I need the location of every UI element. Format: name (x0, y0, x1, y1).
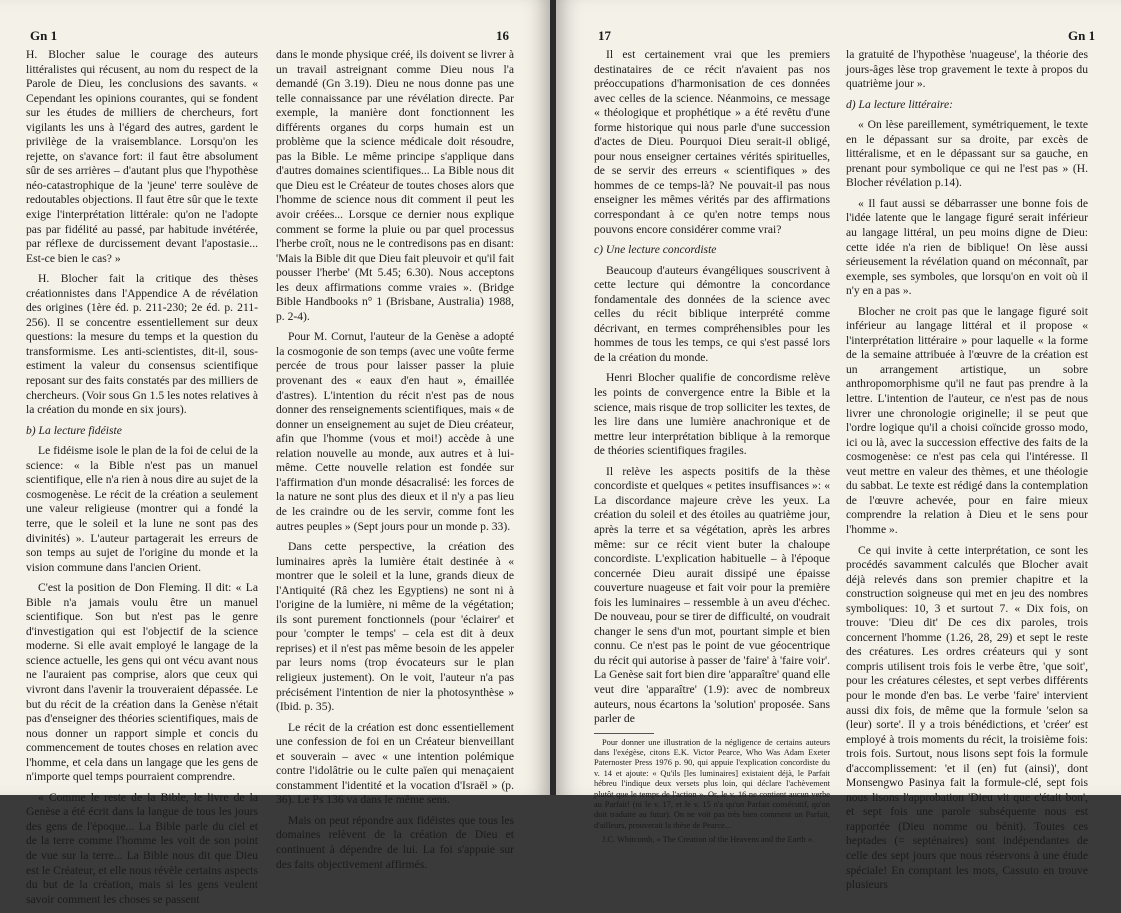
paragraph: Pour M. Cornut, l'auteur de la Genèse a adopté la cosmogonie de son temps (avec une voûte ferme percée de trous pour laisser passer la pluie provenant des « eaux d'en haut », émaillée d'astres). L'intention du récit n'est pas de nous donner des renseignements scientifiques, mais « de donner un enseignement au sujet de Dieu créateur, afin que l'homme (vous et moi!) accède à une relation nouvelle au monde, aux autres et à lui-même. Cette nouvelle relation est fondée sur l'affirmation d'un monde désacralisé: les forces de la nature ne sont plus des dieux et il n'y a pas lieu de les craindre ou de les servir, comme font les autres peuples » (Sept jours pour un monde p. 33). (276, 330, 514, 533)
paragraph: Ce qui invite à cette interprétation, ce sont les procédés savamment calculés que Blocher avait déjà relevés dans son premier chapitre et la construction soigneuse qui met en jeu des nombres symboliques: 10, 3 et surtout 7. « Dix fois, on trouve: 'Dieu dit' De ces dix paroles, trois concernent l'homme (1.26, 28, 29) et sept le reste des créatures. Les ordres créateurs qui y sont compris utilisent trois fois le verbe être, 'que soit', pour les créatures célestes, et sept verbes différents pour le monde d'en bas. Le verbe 'faire' intervient aussi dix fois, de même que la formule 'selon sa (leur) sorte'. Il y a trois bénédictions, et 'créer' est employé à trois moments du récit, la troisième fois: trois fois. Surtout, nous lisons sept fois la formule d'accomplissement: 'et il (en) fut (ainsi)', dont Monsengwo Pasinya fait la formule-clé, sept fois nous lisons l'approbation 'Dieu vit que c'était bon', et sept fois une parole subséquente nous est rapportée (Dieu nomme ou bénit). Toutes ces heptades (= septénaires) sont indépendantes de celle des sept jours que nous réservons à une étude spéciale! En comptant les mots, Cassuto en trouve plusieurs (846, 543, 1088, 892)
section-heading: d) La lecture littéraire: (846, 97, 954, 111)
footnote: J.C. Whitcomb, « The Creation of the Heavens and the Earth ». (602, 835, 815, 845)
paragraph: Dans cette perspective, la création des luminaires après la lumière était destinée à « montrer que le soleil et la lune, grands dieux de l'Antiquité (Râ chez les Egyptiens) ne sont ni à l'origine de la lumière, ni même de la végétation; ils sont purement fonctionnels (pour 'éclairer' et pour 'compter le temps' – cela est dit à deux reprises) et il n'est pas même besoin de les appeler par leurs noms (trop évocateurs sur le plan religieux justement). On le voit, l'auteur n'a pas précisément l'intention de nier la photosynthèse » (Ibid. p. 35). (276, 540, 514, 714)
paragraph: C'est la position de Don Fleming. Il dit: « La Bible n'a jamais voulu être un manuel scientifique. Son but n'est pas le genre d'investigation qui est l'objectif de la science moderne. Si elle avait employé le langage de la science actuelle, les gens qui ont vécu avant nous ne l'auraient pas comprise, alors que ceux qui vivront dans l'avenir la trouveraient dépassée. Le but du récit de la création dans la Genèse n'était pas d'enseigner des théories scientifiques, mais de nous donner un rapport simple et concis du commencement de toutes choses en relation avec l'homme, et cela dans un langage que les gens de n'importe quel temps pourraient comprendre. (26, 581, 258, 784)
paragraph: Blocher ne croit pas que le langage figuré soit inférieur au langage littéral et il propose « l'interprétation littéraire » pour laquelle « la forme de la semaine attribuée à l'œuvre de la création est un arrangement artistique, un sobre anthropomorphisme qu'il ne faut pas prendre à la lettre. L'intention de l'auteur, ce n'est pas de nous livrer une chronologie originelle; il se peut que l'ordre logique qu'il a choisi coïncide grosso modo, ici ou là, avec la succession effective des faits de la cosmogenèse: ce n'est pas cela qui l'intéresse. Il veut mettre en valeur des thèmes, et une théologie du sabbat. Le texte est rédigé dans la contemplation de l'œuvre achevée, pour en faire mieux comprendre la relation à Dieu et le sens pour l'homme ». (846, 304, 1088, 536)
section-heading: c) Une lecture concordiste (594, 243, 717, 257)
left-page-column-1 (26, 48, 258, 913)
paragraph: Il est certainement vrai que les premiers destinataires de ce récit n'avaient pas nos préoccupations d'harmonisation de ces données avec celles de la science. Néanmoins, ce message « théologique et prophétique » a été revêtu d'une forme historique qui nous parle d'une succession d'actes de Dieu. Pourquoi Dieu serait-il obligé, pour nous enseigner certaines vérités spirituelles, de se servir des erreurs « scientifiques » des hommes de ce temps-là? Ne pouvait-il pas nous enseigner les mêmes vérités par des affirmations correspondant à ce qu'en notre temps nous pouvons encore considérer comme vrai? (594, 48, 830, 236)
footnote-rule (594, 733, 654, 734)
left-page (0, 0, 550, 906)
left-page-number: 16 (496, 28, 509, 43)
right-page-number: 17 (598, 28, 611, 43)
paragraph: Il relève les aspects positifs de la thèse concordiste et quelques « petites insuffisances »: « La discordance majeure crève les yeux. La création du soleil et des étoiles au quatrième jour, après la terre et sa végétation, après les arbres même: sur ce récit vient buter la chaloupe concordiste. L'explication habituelle – à l'époque concernée Dieu aurait dissipé une épaisse couverture nuageuse et fait voir pour la première fois les luminaires – ressemble à un aveu d'échec. De nouveau, pour se tirer de difficulté, on voudrait changer le sens d'un mot, pourtant simple et bien connu. Ce n'est pas le point de vue géocentrique du récit qui autorise à passer de 'faire' à 'faire voir'. La Genèse sait fort bien dire 'apparaître' quand elle veut dire 'apparaître' (1.9): avec de nombreux auteurs, nous écartons la 'solution' proposée. Sans parler de (594, 464, 830, 726)
paragraph: « Comme le reste de la Bible, le livre de la Genèse a été écrit dans la langue de tous les jours des gens de l'époque... La Bible parle du ciel et de la terre comme l'homme les voit de son point de vue sur la terre... La Bible nous dit que Dieu est le Créateur, et elle nous révèle certains aspects du but de la création, mais si les gens veulent savoir comment les choses se passent (26, 790, 258, 906)
paragraph: dans le monde physique créé, ils doivent se livrer à un travail astreignant comme Dieu nous l'a demandé (Gn 3.19). Dieu ne nous donne pas une telle connaissance par une révélation directe. Par exemple, la manière dont fonctionnent les différents organes du corps humain est un problème que la science médicale doit résoudre, pas la Bible. Le même principe s'applique dans d'autres domaines scientifiques... La Bible nous dit que Dieu est le Créateur de toutes choses alors que l'homme de science nous dit comment il peut les avoir créées... Lorsque ce dernier nous explique comment se forme la pluie ou par quel processus l'herbe croît, nous ne le contredisons pas en disant: 'Mais la Bible dit que Dieu fait pleuvoir et qu'il fait pousser l'herbe' (Mt 5.45; 6.30). Nous acceptons les deux affirmations comme vraies ». (Bridge Bible Handbooks n° 1 (Brisbane, Australia) 1988, p. 2-4). (276, 48, 514, 323)
paragraph: Henri Blocher qualifie de concordisme relève les points de convergence entre la Bible et la science, mais risque de trop solliciter les textes, de les lire dans une lumière anachronique et de mettre leur interprétation biblique à la remorque de théories scientifiques fragiles. (594, 371, 830, 458)
right-page-column-2 (846, 48, 1088, 899)
paragraph: H. Blocher salue le courage des auteurs littéralistes qui récusent, au nom du respect de la Parole de Dieu, les conclusions des savants. « Cependant les opinions courantes, qui se fondent sur les études de milliers de chercheurs, fort vigilants les uns à l'égard des autres, gardent le privilège de la vraisemblance. Lorsqu'on les rejette, on s'avance fort: il faut être absolument sûr de ses arrières – d'autant plus que l'hypothèse néo-catastrophique de la 'jeune' terre soulève de redoutables objections. Il faut être sûr que le texte exige l'interprétation littérale: qu'on ne l'adopte pas par fidélité au passé, par habitude invétérée, par réflexe de durcissement devant l'apostasie... Est-ce bien le cas? » (26, 48, 258, 265)
paragraph: Mais on peut répondre aux fidéistes que tous les domaines relèvent de la création de Dieu et continuent à dépendre de lui. La foi s'appuie sur des faits objectivement affirmés. (276, 813, 514, 871)
footnote: Pour donner une illustration de la négligence de certains auteurs dans l'exégèse, citons E.K. Victor Pearce, Who Was Adam Exeter Paternoster Press 1976 p. 90, qui appuie l'explication concordiste du v. 14 et ajoute: « Qu'ils [les luminaires] existaient déjà, le Parfait hébreu l'indique deux versets plus loin, qui déclare l'achèvement plutôt que le temps de l'action ». Or, le v. 16 ne contient aucun verbe au Parfait! (ni le v. 17, et le v. 15 n'a qu'un Parfait consécutif, qu'on doit traduire au futur). On ne voit pas très bien comment un Parfait, d'ailleurs, prouverait la thèse de Pearce... (594, 737, 830, 830)
section-heading: b) La lecture fidéiste (26, 423, 122, 437)
right-page (556, 0, 1121, 892)
left-page-column-2 (276, 48, 514, 878)
right-page-column-1 (594, 48, 830, 850)
left-page-running-head: Gn 1 (30, 28, 58, 43)
paragraph: Le fidéisme isole le plan de la foi de celui de la science: « la Bible n'est pas un manuel scientifique, elle n'a rien à nous dire au sujet de la cosmogenèse. Le récit de la création a seulement une valeur religieuse (montrer qui a fondé la terre, que le soleil et la lune ne sont pas des divinités) ». L'auteur partagerait les erreurs de son temps au sujet de l'origine du monde et la vision commune dans l'ancien Orient. (26, 444, 258, 574)
paragraph: Le récit de la création est donc essentiellement une confession de foi en un Créateur bienveillant et souverain – avec « une intention polémique contre l'idolâtrie ou le culte païen qui menaçaient constamment l'identité et la vocation d'Israël » (p. 36). Le Ps 136 va dans le même sens. (276, 720, 514, 807)
paragraph: H. Blocher fait la critique des thèses créationnistes dans l'Appendice A de révélation des origines (1ère éd. p. 211-230; 2e éd. p. 211-256). Il se concentre essentiellement sur deux questions: la mesure du temps et la question du transformisme. Les anti-scientistes, dit-il, sous-estiment la valeur du consensus scientifique reposant sur des faits constatés par des milliers de chercheurs. (Voir sous Gn 1.5 les notes relatives à la création du monde en six jours). (26, 272, 258, 417)
paragraph: « On lèse pareillement, symétriquement, le texte en le dépassant sur sa droite, par excès de littéralisme, et en le dépassant sur sa gauche, en prenant pour symbolique ce qui ne l'est pas » (H. Blocher révélation p.14). (846, 118, 1088, 190)
paragraph: la gratuité de l'hypothèse 'nuageuse', la théorie des jours-âges lèse trop gravement le texte à propos du quatrième jour ». (846, 48, 1088, 91)
paragraph: Beaucoup d'auteurs évangéliques souscrivent à cette lecture qui démontre la concordance fondamentale des données de la science avec celles du récit biblique interprété comme décrivant, en termes compréhensibles pour les hommes de tous les temps, ce qui s'est passé lors de la création du monde. (594, 263, 830, 364)
paragraph: « Il faut aussi se débarrasser une bonne fois de l'idée latente que le langage figuré serait inférieur au langage littéral, un peu moins digne de Dieu: cette idée n'a rien de biblique! On lèse aussi sérieusement la révélation quand on méconnaît, par exemple, ses symboles, que lorsqu'on en voit où il n'y en a pas ». (846, 196, 1088, 298)
right-page-running-head: Gn 1 (1068, 28, 1096, 43)
